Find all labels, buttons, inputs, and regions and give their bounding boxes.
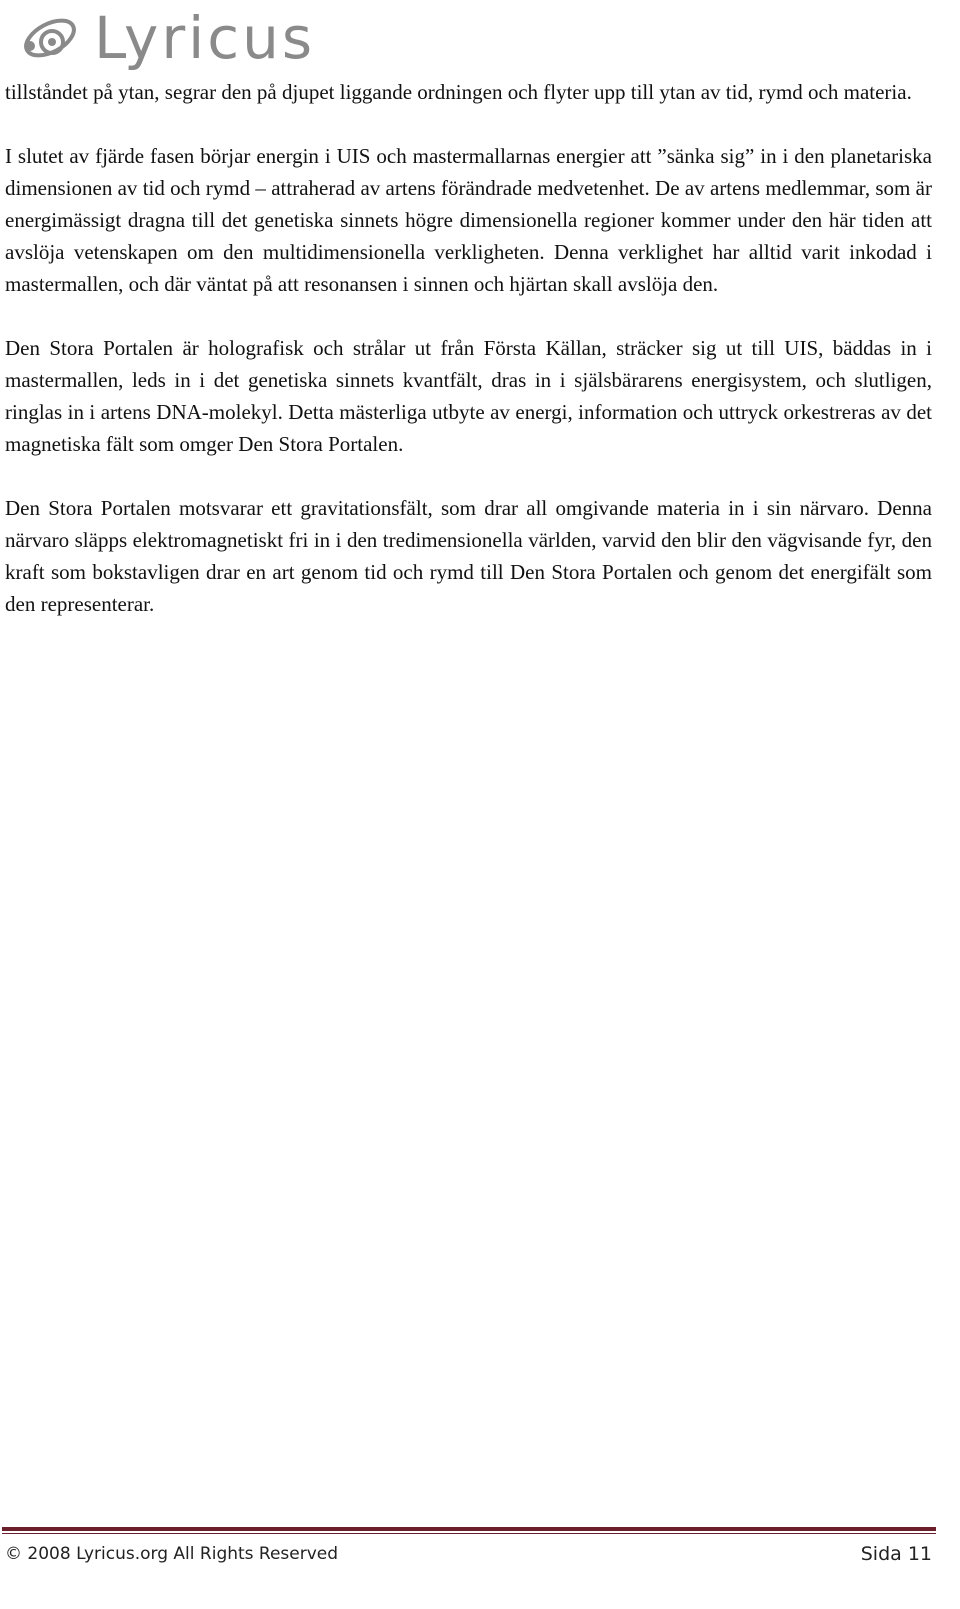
header <box>20 0 315 72</box>
paragraph: Den Stora Portalen motsvarar ett gravitationsfält, som drar all omgivande materia in i sin närvaro. Denna närvaro släpps elektromagnetiskt fri in i den tredimensionella världen, varvid den blir den vägvisande fyr, den kraft som bokstavligen drar en art genom tid och rymd till Den Stora Portalen och genom det energifält som den representerar. <box>5 496 932 616</box>
paragraph: Den Stora Portalen är holografisk och strålar ut från Första Källan, sträcker sig ut till UIS, bäddas in i mastermallen, leds in i det genetiska sinnets kvantfält, dras in i själsbärarens energisystem, och slutligen, ringlas in i artens DNA-molekyl. Detta mästerliga utbyte av energi, information och uttryck orkestreras av det magnetiska fält som omger Den Stora Portalen. <box>5 336 932 456</box>
document-body <box>5 76 932 652</box>
paragraph: I slutet av fjärde fasen börjar energin i UIS och mastermallarnas energier att ”sänka sig” in i den planetariska dimensionen av tid och rymd – attraherad av artens förändrade medvetenhet. De av artens medlemmar, som är energimässigt dragna till det genetiska sinnets högre dimensionella regioner kommer under den här tiden att avslöja vetenskapen om den multidimensionella verkligheten. Denna verklighet har alltid varit inkodad i mastermallen, och där väntat på att resonansen i sinnen och hjärtan skall avslöja den. <box>5 144 932 296</box>
footer-divider <box>2 1527 936 1531</box>
lyricus-logo-icon <box>20 8 88 64</box>
copyright-text: © 2008 Lyricus.org All Rights Reserved <box>5 1544 339 1564</box>
page-number: Sida 11 <box>860 1543 932 1565</box>
footer-divider-thin <box>2 1533 936 1534</box>
logo-text: Lyricus <box>94 4 316 72</box>
paragraph: tillståndet på ytan, segrar den på djupet liggande ordningen och flyter upp till ytan av tid, rymd och materia. <box>5 80 912 104</box>
page-footer <box>5 1538 932 1570</box>
